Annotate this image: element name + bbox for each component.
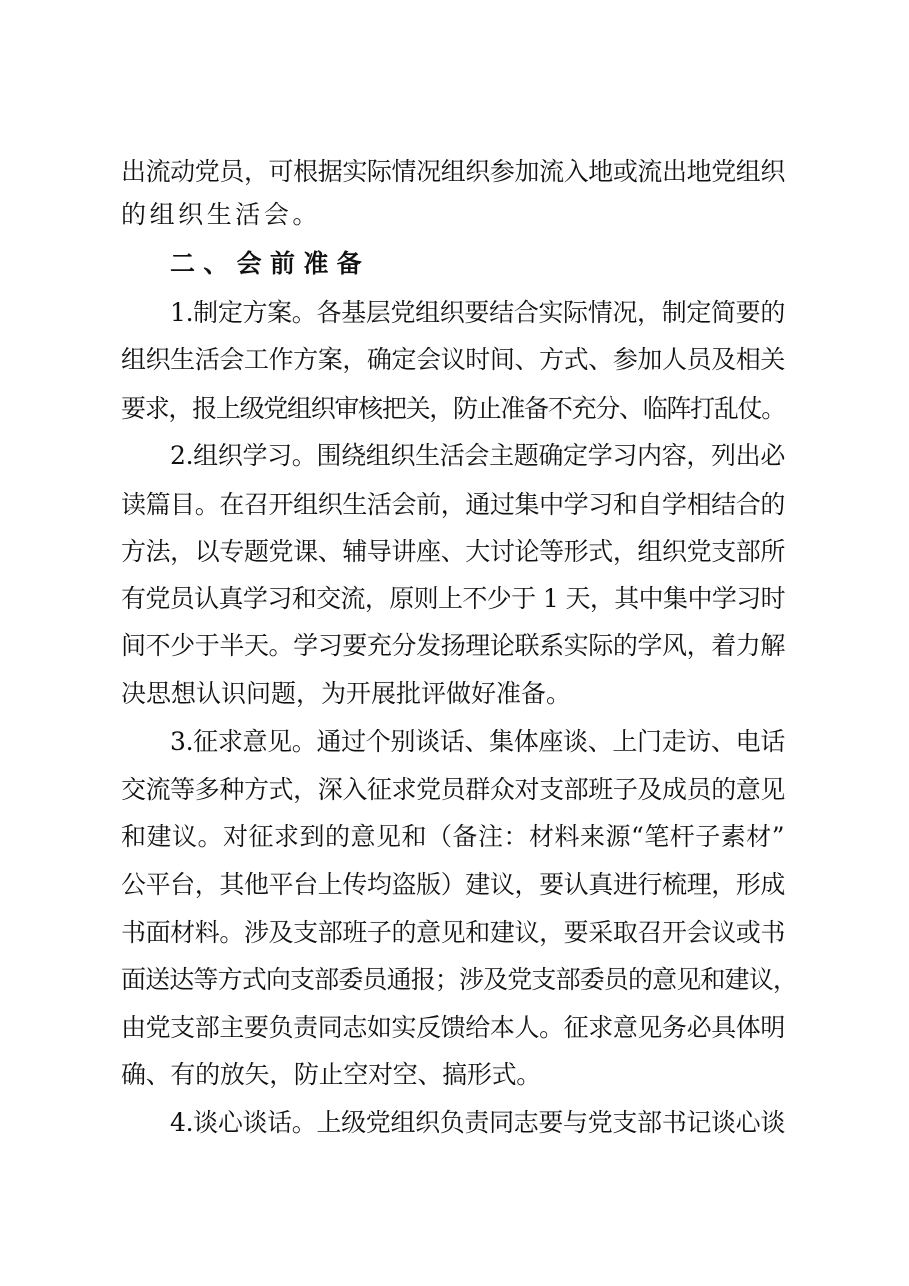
text-line: 决思想认识问题，为开展批评做好准备。	[121, 679, 571, 708]
text-line: 3.征求意见。通过个别谈话、集体座谈、上门走访、电话	[170, 727, 785, 756]
text-line: 公平台，其他平台上传均盗版）建议，要认真进行梳理，形成	[121, 870, 785, 899]
text-line: 2.组织学习。围绕组织生活会主题确定学习内容，列出必	[170, 441, 785, 470]
text-line: 要求，报上级党组织审核把关，防止准备不充分、临阵打乱仗。	[121, 394, 785, 423]
text-line: 1.制定方案。各基层党组织要结合实际情况，制定简要的	[170, 298, 785, 327]
text-line: 4.谈心谈话。上级党组织负责同志要与党支部书记谈心谈	[170, 1108, 785, 1137]
text-line: 的组织生活会。	[121, 200, 321, 229]
text-line: 读篇目。在召开组织生活会前，通过集中学习和自学相结合的	[121, 490, 785, 519]
section-heading: 二、会前准备	[170, 249, 370, 278]
text-line: 和建议。对征求到的意见和（备注：材料来源“笔杆子素材”	[121, 822, 785, 851]
text-line: 由党支部主要负责同志如实反馈给本人。征求意见务必具体明	[121, 1013, 785, 1042]
text-line: 有党员认真学习和交流，原则上不少于 1 天，其中集中学习时	[121, 584, 785, 613]
text-line: 方法，以专题党课、辅导讲座、大讨论等形式，组织党支部所	[121, 537, 785, 566]
text-line: 确、有的放矢，防止空对空、搞形式。	[121, 1060, 541, 1089]
text-line: 组织生活会工作方案，确定会议时间、方式、参加人员及相关	[121, 345, 785, 374]
text-line: 间不少于半天。学习要充分发扬理论联系实际的学风，着力解	[121, 631, 785, 660]
text-line: 书面材料。涉及支部班子的意见和建议，要采取召开会议或书	[121, 918, 785, 947]
text-line: 交流等多种方式，深入征求党员群众对支部班子及成员的意见	[121, 775, 785, 804]
text-line: 面送达等方式向支部委员通报；涉及党支部委员的意见和建议，	[121, 965, 797, 994]
text-line: 出流动党员，可根据实际情况组织参加流入地或流出地党组织	[121, 157, 785, 186]
